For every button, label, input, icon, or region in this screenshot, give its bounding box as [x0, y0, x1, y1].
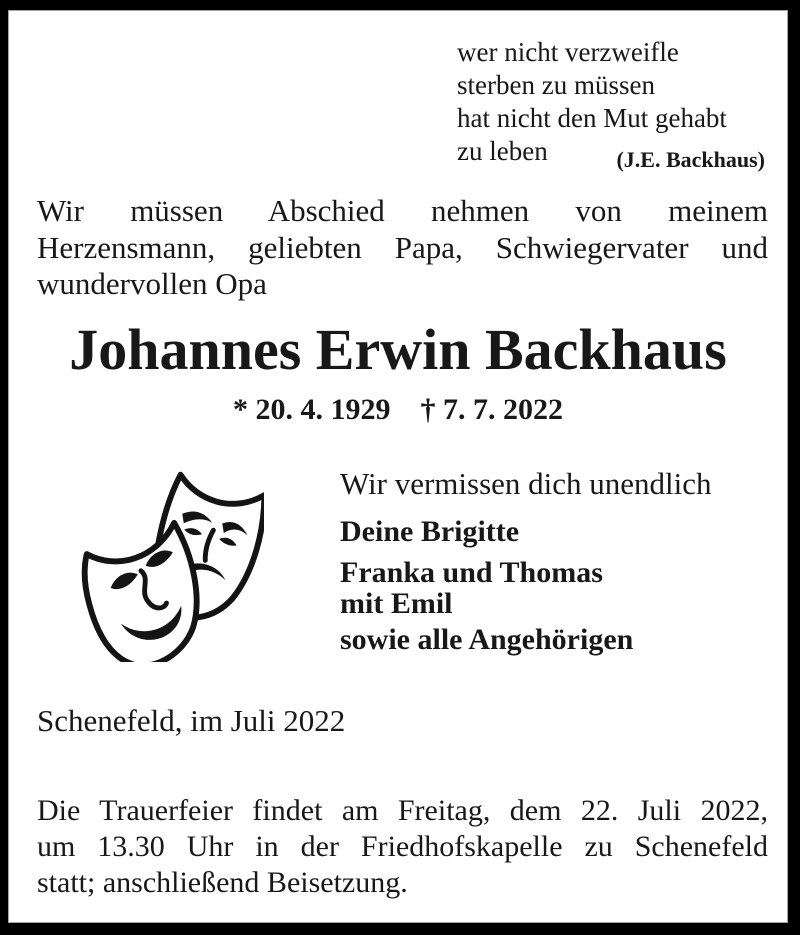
poem-line: sterben zu müssen	[457, 70, 655, 100]
poem-line: zu leben	[457, 136, 548, 166]
life-dates	[8, 393, 788, 427]
intro-paragraph	[37, 193, 768, 303]
funeral-info-line: statt; anschließend Beisetzung.	[37, 866, 408, 899]
intro-line: Herzensmann, geliebten Papa, Schwiegervater und	[37, 229, 768, 265]
death-date: † 7. 7. 2022	[420, 393, 563, 426]
poem-attribution: (J.E. Backhaus)	[616, 147, 765, 172]
mourner-line: mit Emil	[340, 587, 453, 620]
mourner-line: Deine Brigitte	[340, 515, 520, 548]
intro-line: Wir müssen Abschied nehmen von meinem	[37, 193, 768, 228]
comedy-tragedy-masks-icon	[68, 466, 264, 662]
mourner-line: Franka und Thomas	[340, 556, 603, 589]
funeral-info-line: Die Trauerfeier findet am Freitag, dem 22. Juli 2022,	[37, 794, 768, 827]
birth-date: * 20. 4. 1929	[233, 393, 391, 426]
funeral-info-line: um 13.30 Uhr in der Friedhofskapelle zu Schenefeld	[37, 830, 768, 863]
mourner-line: sowie alle Angehörigen	[340, 623, 634, 656]
memorial-poem	[457, 36, 765, 172]
place-date-line: Schenefeld, im Juli 2022	[37, 703, 346, 738]
deceased-name: Johannes Erwin Backhaus	[69, 317, 727, 382]
intro-line: wundervollen Opa	[37, 266, 267, 301]
poem-line: wer nicht verzweifle	[457, 37, 679, 67]
poem-line: hat nicht den Mut gehabt	[457, 103, 727, 133]
funeral-info-paragraph	[37, 793, 768, 901]
mourning-lead: Wir vermissen dich unendlich	[340, 466, 712, 501]
